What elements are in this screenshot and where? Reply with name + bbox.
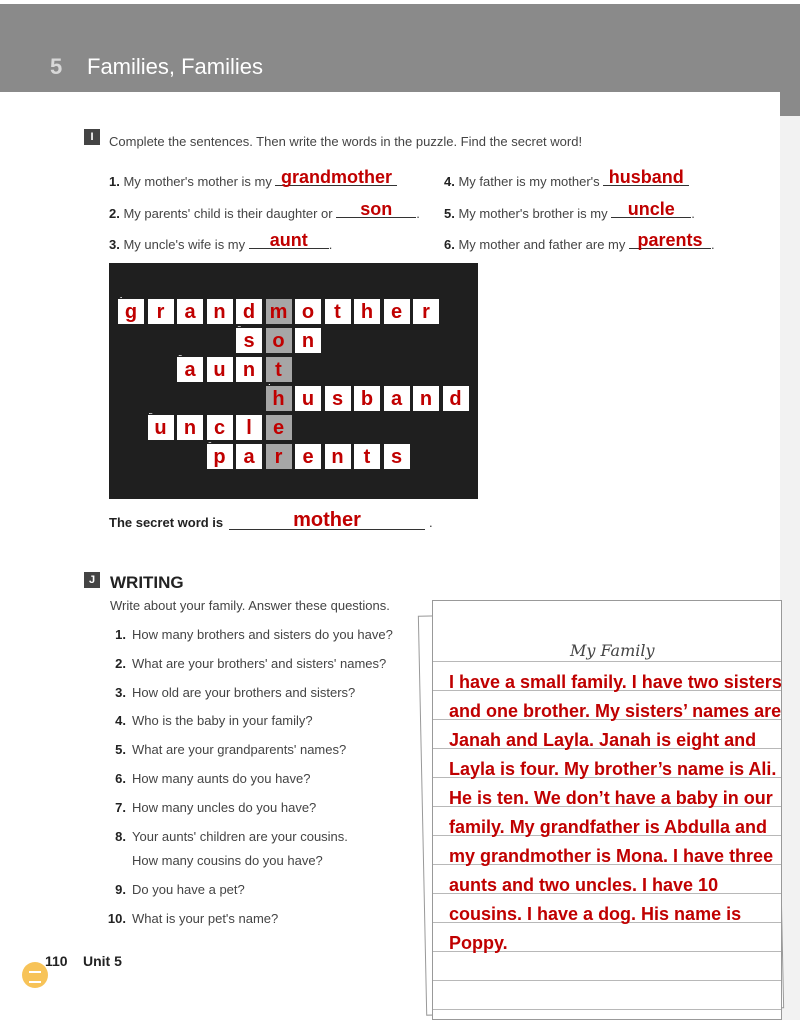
puzzle-cell: u [147, 414, 175, 441]
answer-text: husband [608, 167, 684, 187]
question-number: 10. [107, 911, 126, 926]
secret-word-label: The secret word is [109, 515, 224, 530]
puzzle-cell: a [383, 385, 411, 412]
writing-question [104, 656, 386, 671]
section-i-instruction: Complete the sentences. Then write the words in the puzzle. Find the secret word! [109, 134, 583, 149]
writing-question [104, 911, 278, 926]
question-text: How many cousins do you have? [132, 853, 323, 868]
question-text: How many uncles do you have? [132, 800, 317, 815]
puzzle-cell: l [235, 414, 263, 441]
writing-question [104, 800, 316, 815]
puzzle-cell: a [235, 443, 263, 470]
essay-line: Janah and Layla. Janah is eight and [449, 730, 757, 750]
puzzle-cell: g [117, 298, 145, 325]
answer-text: grandmother [280, 167, 392, 187]
sentence-end: . [691, 206, 695, 221]
puzzle-cell: n [206, 298, 234, 325]
question-number: 9. [115, 882, 126, 897]
puzzle-cell: h [265, 385, 293, 412]
edge-tab [780, 92, 800, 116]
puzzle-cell: c [206, 414, 234, 441]
sentence-item [444, 199, 695, 221]
sentence-number: 6. [444, 237, 459, 252]
writing-question [104, 685, 355, 700]
question-number: 6. [115, 771, 126, 786]
footer-unit: Unit 5 [83, 953, 122, 969]
essay-text [449, 668, 800, 958]
puzzle-cell: d [235, 298, 263, 325]
sentence-number: 3. [109, 237, 124, 252]
question-text: What is your pet's name? [132, 911, 279, 926]
answer-blank [603, 167, 689, 187]
question-text: Who is the baby in your family? [132, 713, 313, 728]
puzzle-cell: o [294, 298, 322, 325]
sentence-number: 4. [444, 174, 459, 189]
essay-line: Layla is four. My brother’s name is Ali. [449, 759, 777, 779]
puzzle-cell: r [265, 443, 293, 470]
sentence-prompt: My mother's mother is my [123, 174, 276, 189]
puzzle-cell: s [324, 385, 352, 412]
sentence-item [109, 199, 420, 221]
puzzle-cell: t [324, 298, 352, 325]
puzzle-cell: a [176, 356, 204, 383]
question-number: 1. [115, 627, 126, 642]
writing-instruction: Write about your family. Answer these questions. [110, 598, 390, 613]
sentence-item [109, 167, 397, 189]
puzzle-cell: a [176, 298, 204, 325]
writing-question [104, 627, 393, 642]
sentence-end: . [416, 206, 420, 221]
question-number: 2. [115, 656, 126, 671]
puzzle-cell: u [294, 385, 322, 412]
secret-word-answer: mother [293, 509, 361, 531]
question-text: How many aunts do you have? [132, 771, 311, 786]
sentence-number: 2. [109, 206, 124, 221]
essay-line: cousins. I have a dog. His name is [449, 904, 742, 924]
sentence-prompt: My father is my mother's [458, 174, 604, 189]
essay-line: Poppy. [449, 933, 508, 953]
sentence-item [444, 167, 689, 189]
answer-blank [249, 230, 329, 250]
secret-word-blank [229, 509, 425, 531]
puzzle-cell: n [294, 327, 322, 354]
puzzle-cell: n [176, 414, 204, 441]
sentence-number: 1. [109, 174, 124, 189]
puzzle-cell: n [324, 443, 352, 470]
puzzle-cell: b [353, 385, 381, 412]
section-i-icon: I [84, 129, 100, 145]
ruled-line [433, 661, 781, 662]
essay-line: my grandmother is Mona. I have three [449, 846, 774, 866]
puzzle-cell: n [235, 356, 263, 383]
answer-text: uncle [627, 199, 675, 219]
answer-blank [611, 199, 691, 219]
essay-line: He is ten. We don’t have a baby in our [449, 788, 773, 808]
question-text: How many brothers and sisters do you have? [132, 627, 393, 642]
sentence-item [109, 230, 333, 252]
sentence-prompt: My uncle's wife is my [123, 237, 249, 252]
puzzle-cell: e [265, 414, 293, 441]
essay-line: aunts and two uncles. I have 10 [449, 875, 719, 895]
section-j-icon: J [84, 572, 100, 588]
sentence-prompt: My parents' child is their daughter or [123, 206, 337, 221]
question-number: 3. [115, 685, 126, 700]
question-number: 5. [115, 742, 126, 757]
sentence-item [444, 230, 715, 252]
puzzle-cell: m [265, 298, 293, 325]
writing-question [104, 771, 311, 786]
question-text: Do you have a pet? [132, 882, 245, 897]
answer-text: son [360, 199, 393, 219]
writing-question [104, 853, 323, 868]
writing-question [104, 742, 346, 757]
question-number: 7. [115, 800, 126, 815]
essay-line: and one brother. My sisters’ names are [449, 701, 782, 721]
question-text: Your aunts' children are your cousins. [132, 829, 348, 844]
answer-text: parents [637, 230, 703, 250]
question-number: 8. [115, 829, 126, 844]
question-text: What are your grandparents' names? [132, 742, 347, 757]
puzzle-cell: o [265, 327, 293, 354]
sentence-end: . [328, 237, 333, 252]
essay-line: I have a small family. I have two sisters [449, 672, 782, 692]
puzzle-cell: s [383, 443, 411, 470]
question-text: What are your brothers' and sisters' names? [132, 656, 387, 671]
puzzle-cell: d [442, 385, 470, 412]
ruled-line [433, 1009, 781, 1010]
puzzle-cell: n [412, 385, 440, 412]
puzzle-cell: e [294, 443, 322, 470]
paper-title: My Family [570, 641, 655, 660]
puzzle-cell: t [265, 356, 293, 383]
writing-title: WRITING [110, 573, 184, 592]
writing-question [104, 882, 245, 897]
page-header [0, 4, 800, 92]
essay-line: family. My grandfather is Abdulla and [449, 817, 768, 837]
unit-title: Families, Families [87, 54, 264, 79]
secret-word-period: . [429, 515, 433, 530]
crossword-puzzle [109, 263, 478, 499]
puzzle-cell: r [412, 298, 440, 325]
writing-question [104, 713, 313, 728]
answer-text: aunt [269, 230, 308, 250]
answer-blank [275, 167, 397, 187]
question-number: 4. [115, 713, 126, 728]
puzzle-cell: e [383, 298, 411, 325]
unit-number: 5 [50, 54, 63, 79]
answer-blank [629, 230, 711, 250]
sentence-prompt: My mother's brother is my [458, 206, 612, 221]
puzzle-cell: u [206, 356, 234, 383]
puzzle-cell: p [206, 443, 234, 470]
sentence-end: . [710, 237, 715, 252]
answer-blank [336, 199, 416, 219]
question-text: How old are your brothers and sisters? [132, 685, 356, 700]
puzzle-cell: s [235, 327, 263, 354]
puzzle-cell: h [353, 298, 381, 325]
sentence-prompt: My mother and father are my [458, 237, 629, 252]
ruled-line [433, 980, 781, 981]
page-number: 110 [45, 953, 68, 969]
writing-question [104, 829, 348, 844]
sentence-number: 5. [444, 206, 459, 221]
puzzle-cell: r [147, 298, 175, 325]
puzzle-cell: t [353, 443, 381, 470]
